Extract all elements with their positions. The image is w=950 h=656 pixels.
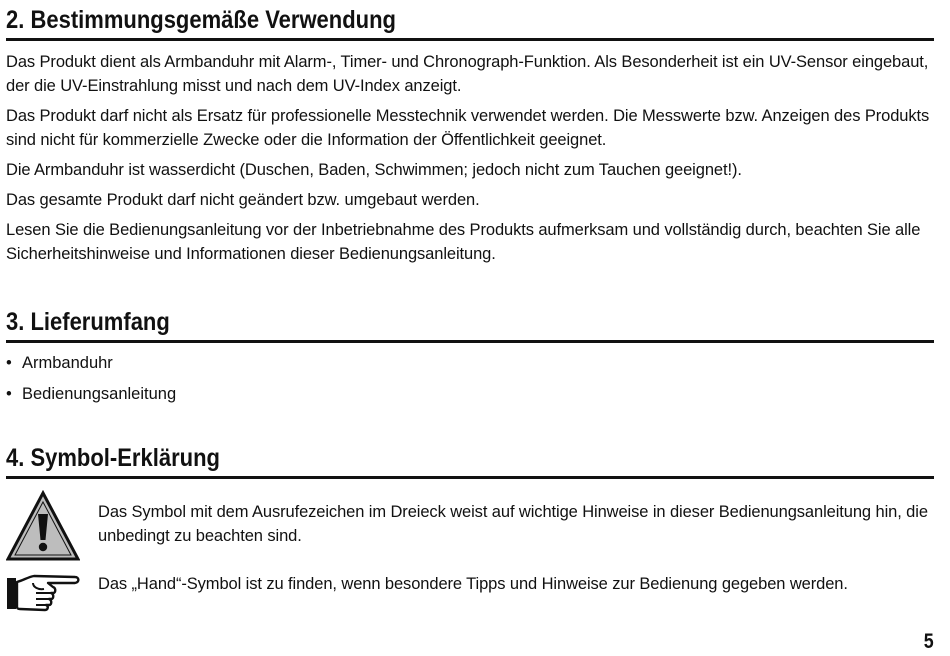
section-body bbox=[6, 50, 934, 266]
warning-description: Das Symbol mit dem Ausrufezeichen im Dreieck weist auf wichtige Hinweise in dieser Bedienungsanleitung hin, die unbedingt zu beachten sind. bbox=[98, 503, 928, 545]
section-symbol-explanation bbox=[6, 443, 934, 479]
paragraph: Das Produkt darf nicht als Ersatz für professionelle Messtechnik verwendet werden. Die Messwerte bzw. Anzeigen des Produkts sind nicht für kommerzielle Zwecke oder die Information der Öffentlichkeit geeignet. bbox=[6, 107, 930, 149]
heading-rule bbox=[6, 38, 934, 41]
section-heading: 2. Bestimmungsgemäße Verwendung bbox=[6, 6, 396, 34]
hand-description: Das „Hand“-Symbol ist zu finden, wenn besondere Tipps und Hinweise zur Bedienung gegeben werden. bbox=[98, 575, 848, 593]
bullet: • bbox=[6, 354, 12, 372]
warning-triangle-icon bbox=[6, 490, 80, 567]
paragraph: Die Armbanduhr ist wasserdicht (Duschen, Baden, Schwimmen; jedoch nicht zum Tauchen geeignet!). bbox=[6, 161, 742, 179]
delivery-list bbox=[6, 351, 934, 406]
paragraph: Lesen Sie die Bedienungsanleitung vor der Inbetriebnahme des Produkts aufmerksam und vollständig durch, beachten Sie alle Sicherheitshinweise und Informationen dieser Bedienungsanleitung. bbox=[6, 221, 921, 263]
heading-rule bbox=[6, 476, 934, 479]
section-scope-of-delivery bbox=[6, 307, 934, 413]
page-number: 5 bbox=[924, 630, 934, 653]
section-intended-use bbox=[6, 5, 934, 272]
paragraph: Das gesamte Produkt darf nicht geändert bzw. umgebaut werden. bbox=[6, 191, 480, 209]
section-heading: 4. Symbol-Erklärung bbox=[6, 444, 220, 472]
heading-rule bbox=[6, 340, 934, 343]
section-heading: 3. Lieferumfang bbox=[6, 308, 170, 336]
bullet: • bbox=[6, 385, 12, 403]
list-item bbox=[6, 382, 934, 406]
list-item-label: Armbanduhr bbox=[22, 354, 113, 372]
paragraph: Das Produkt dient als Armbanduhr mit Alarm-, Timer- und Chronograph-Funktion. Als Besonderheit ist ein UV-Sensor eingebaut, der die UV-Einstrahlung misst und nach dem UV-Index anzeigt. bbox=[6, 53, 929, 95]
pointing-hand-icon bbox=[6, 572, 82, 619]
list-item-label: Bedienungsanleitung bbox=[22, 385, 177, 403]
list-item bbox=[6, 351, 934, 375]
